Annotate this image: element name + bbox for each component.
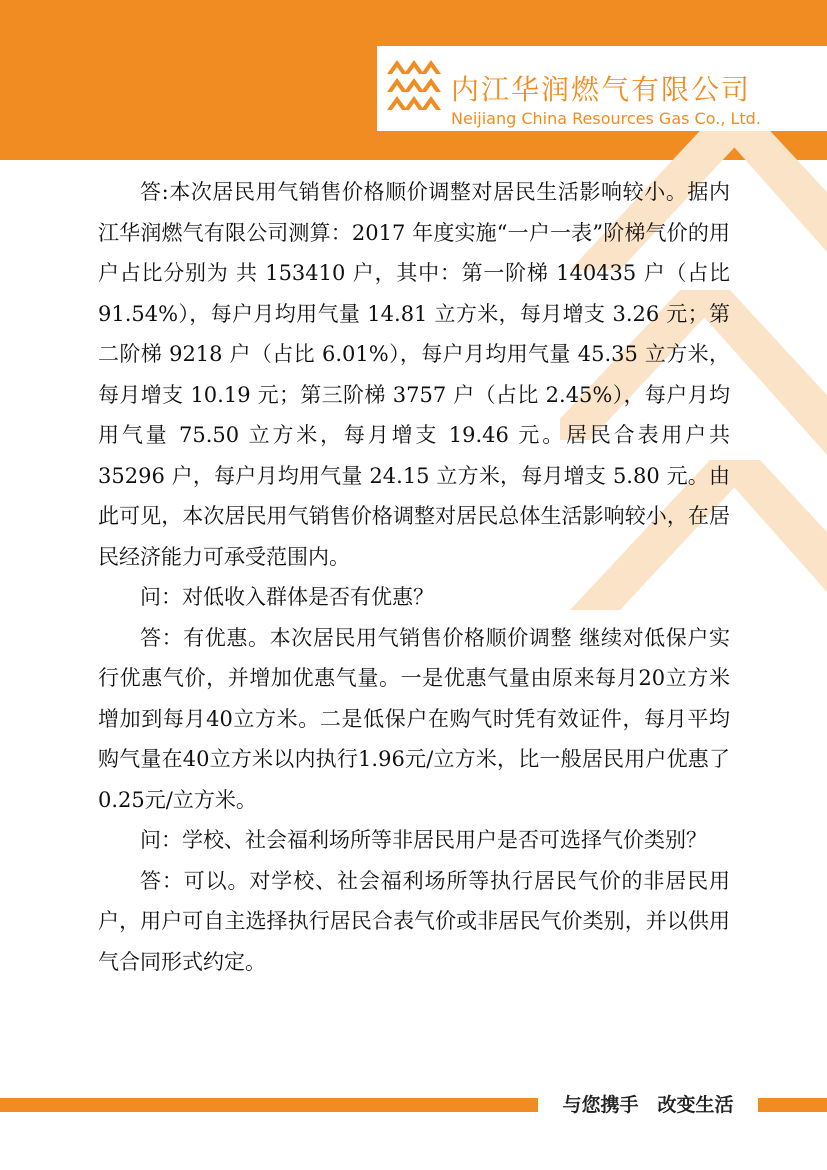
document-body bbox=[98, 172, 730, 982]
company-name-en: Neijiang China Resources Gas Co., Ltd. bbox=[451, 109, 761, 128]
paragraph-question-non-resident: 问：学校、社会福利场所等非居民用户是否可选择气价类别？ bbox=[140, 828, 707, 852]
company-name-cn: 内江华润燃气有限公司 bbox=[451, 73, 752, 106]
company-logo bbox=[377, 46, 827, 131]
paragraph-answer-non-resident: 答：可以。对学校、社会福利场所等执行居民气价的非居民用户，用户可自主选择执行居民合表气价或非居民气价类别，并以供用气合同形式约定。 bbox=[98, 868, 730, 974]
company-logo-mountains-icon bbox=[383, 56, 445, 118]
footer-divider-tail bbox=[758, 1098, 827, 1112]
footer-slogan: 与您携手 改变生活 bbox=[538, 1090, 758, 1120]
paragraph-answer-impact: 答:本次居民用气销售价格顺价调整对居民生活影响较小。据内江华润燃气有限公司测算：2017 年度实施“一户一表”阶梯气价的用户占比分别为 共 153410 户，其中：第一阶梯 140435 户（占比 91.54%），每户月均用气量 14.81 立方米，每月增支 3.26 元；第二阶梯 9218 户（占比 6.01%），每户月均用气量 45.35 立方米，每月增支 10.19 元；第三阶梯 3757 户（占比 2.45%），每户月均用气量 75.50 立方米，每月增支 19.46 元。居民合表用户共 35296 户，每户月均用气量 24.15 立方米，每月增支 5.80 元。由此可见，本次居民用气销售价格调整对居民总体生活影响较小，在居民经济能力可承受范围内。 bbox=[98, 180, 730, 569]
paragraph-question-low-income: 问：对低收入群体是否有优惠？ bbox=[140, 585, 434, 609]
paragraph-answer-low-income: 答：有优惠。本次居民用气销售价格顺价调整 继续对低保户实行优惠气价，并增加优惠气量。一是优惠气量由原来每月20立方米增加到每月40立方米。二是低保户在购气时凭有效证件，每月平均购气量在40立方米以内执行1.96元/立方米，比一般居民用户优惠了0.25元/立方米。 bbox=[98, 625, 730, 812]
